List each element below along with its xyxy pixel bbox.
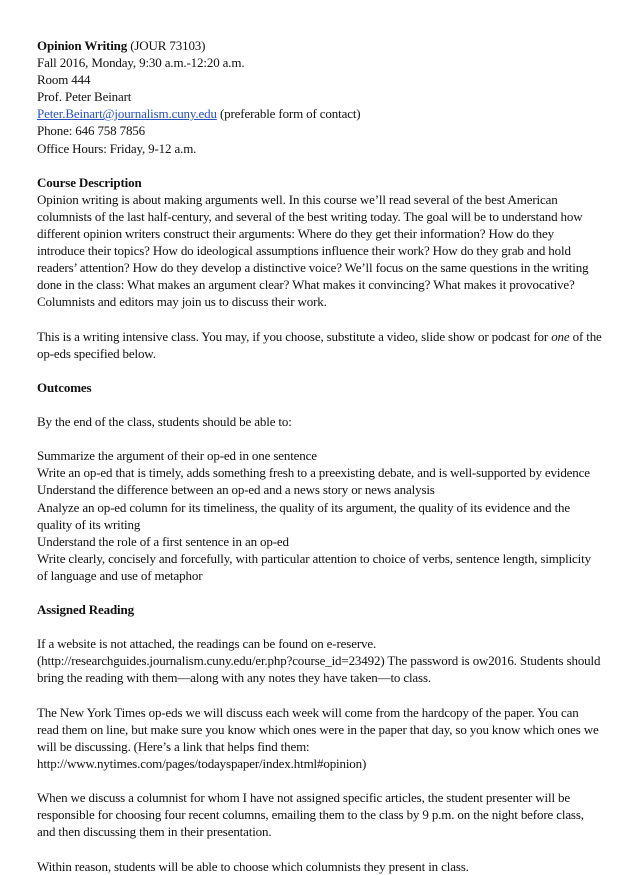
- instructor-name: Prof. Peter Beinart: [37, 89, 132, 105]
- description-line: done in the class: What makes an argument clear? What makes it convincing? What makes it provocative?: [37, 277, 575, 293]
- reading-line: and then discussing them in their presentation.: [37, 824, 272, 840]
- reading-line: If a website is not attached, the readings can be found on e-reserve.: [37, 636, 377, 652]
- assigned-reading-heading: Assigned Reading: [37, 602, 134, 618]
- course-schedule: Fall 2016, Monday, 9:30 a.m.-12:20 a.m.: [37, 55, 245, 71]
- outcomes-heading: Outcomes: [37, 379, 92, 395]
- description-line: Opinion writing is about making arguments well. In this course we’ll read several of the best American: [37, 191, 558, 207]
- course-code: (JOUR 73103): [127, 38, 206, 53]
- outcome-item: Write an op-ed that is timely, adds something fresh to a preexisting debate, and is well-supported by evidence: [37, 465, 590, 481]
- outcome-item: Write clearly, concisely and forcefully, with particular attention to choice of verbs, sentence length, simplicity: [37, 550, 591, 566]
- course-header: [37, 37, 607, 157]
- course-title: Opinion Writing: [37, 38, 128, 53]
- reading-line: Within reason, students will be able to choose which columnists they present in class.: [37, 858, 469, 874]
- email-link[interactable]: Peter.Beinart@journalism.cuny.edu: [37, 106, 217, 122]
- outcome-item: quality of its writing: [37, 516, 141, 532]
- reading-line: bring the reading with them—along with any notes they have taken—to class.: [37, 670, 431, 686]
- outcome-item: Understand the role of a first sentence in an op-ed: [37, 533, 289, 549]
- description-line: readers’ attention? How do they develop a distinctive voice? We’ll focus on the same questions in the writing: [37, 260, 589, 276]
- reading-line: will be discussing. (Here’s a link that helps find them:: [37, 738, 310, 754]
- intensive-text: This is a writing intensive class. You may, if you choose, substitute a video, slide show or podcast for: [37, 328, 552, 344]
- reading-line: The New York Times op-eds we will discuss each week will come from the hardcopy of the paper. You can: [37, 704, 579, 720]
- syllabus-page: [37, 37, 607, 875]
- description-line: introduce their topics? How do ideological assumptions influence their work? How do they grab and hold: [37, 243, 571, 259]
- intensive-line: [37, 328, 607, 345]
- description-line: Columnists and editors may join us to discuss their work.: [37, 294, 327, 310]
- description-line: columnists of the last half-century, and several of the best writing today. The goal will be to understand how: [37, 208, 583, 224]
- outcome-item: Summarize the argument of their op-ed in one sentence: [37, 448, 317, 464]
- reading-line: http://www.nytimes.com/pages/todayspaper/index.html#opinion): [37, 755, 367, 771]
- outcome-item: of language and use of metaphor: [37, 567, 203, 583]
- intensive-text-end: of the: [569, 328, 602, 344]
- reading-line: responsible for choosing four recent columns, emailing them to the class by 9 p.m. on the night before class,: [37, 807, 584, 823]
- phone-line: Phone: 646 758 7856: [37, 123, 146, 139]
- email-note: (preferable form of contact): [216, 106, 361, 122]
- email-line: [37, 105, 607, 122]
- writing-intensive-paragraph: [37, 328, 607, 362]
- course-title-line: [37, 37, 607, 54]
- outcome-item: Understand the difference between an op-ed and a news story or news analysis: [37, 482, 435, 498]
- course-description-heading: Course Description: [37, 174, 142, 190]
- outcomes-section: [37, 379, 607, 584]
- outcome-item: Analyze an op-ed column for its timeliness, the quality of its argument, the quality of its evidence and the: [37, 499, 571, 515]
- course-room: Room 444: [37, 72, 91, 88]
- course-description-section: [37, 174, 607, 311]
- office-hours-line: Office Hours: Friday, 9-12 a.m.: [37, 140, 197, 156]
- reading-line: (http://researchguides.journalism.cuny.edu/er.php?course_id=23492) The password is ow2016. Students should: [37, 653, 601, 669]
- reading-line: When we discuss a columnist for whom I have not assigned specific articles, the student presenter will be: [37, 790, 570, 806]
- description-line: different opinion writers construct their arguments: Where do they get their information? How do they: [37, 226, 554, 242]
- outcomes-intro: By the end of the class, students should be able to:: [37, 414, 292, 430]
- intensive-emphasis: one: [551, 328, 570, 344]
- intensive-line-2: op-eds specified below.: [37, 345, 156, 361]
- reading-line: read them on line, but make sure you know which ones were in the paper that day, so you know which ones we: [37, 721, 599, 737]
- assigned-reading-section: [37, 601, 607, 875]
